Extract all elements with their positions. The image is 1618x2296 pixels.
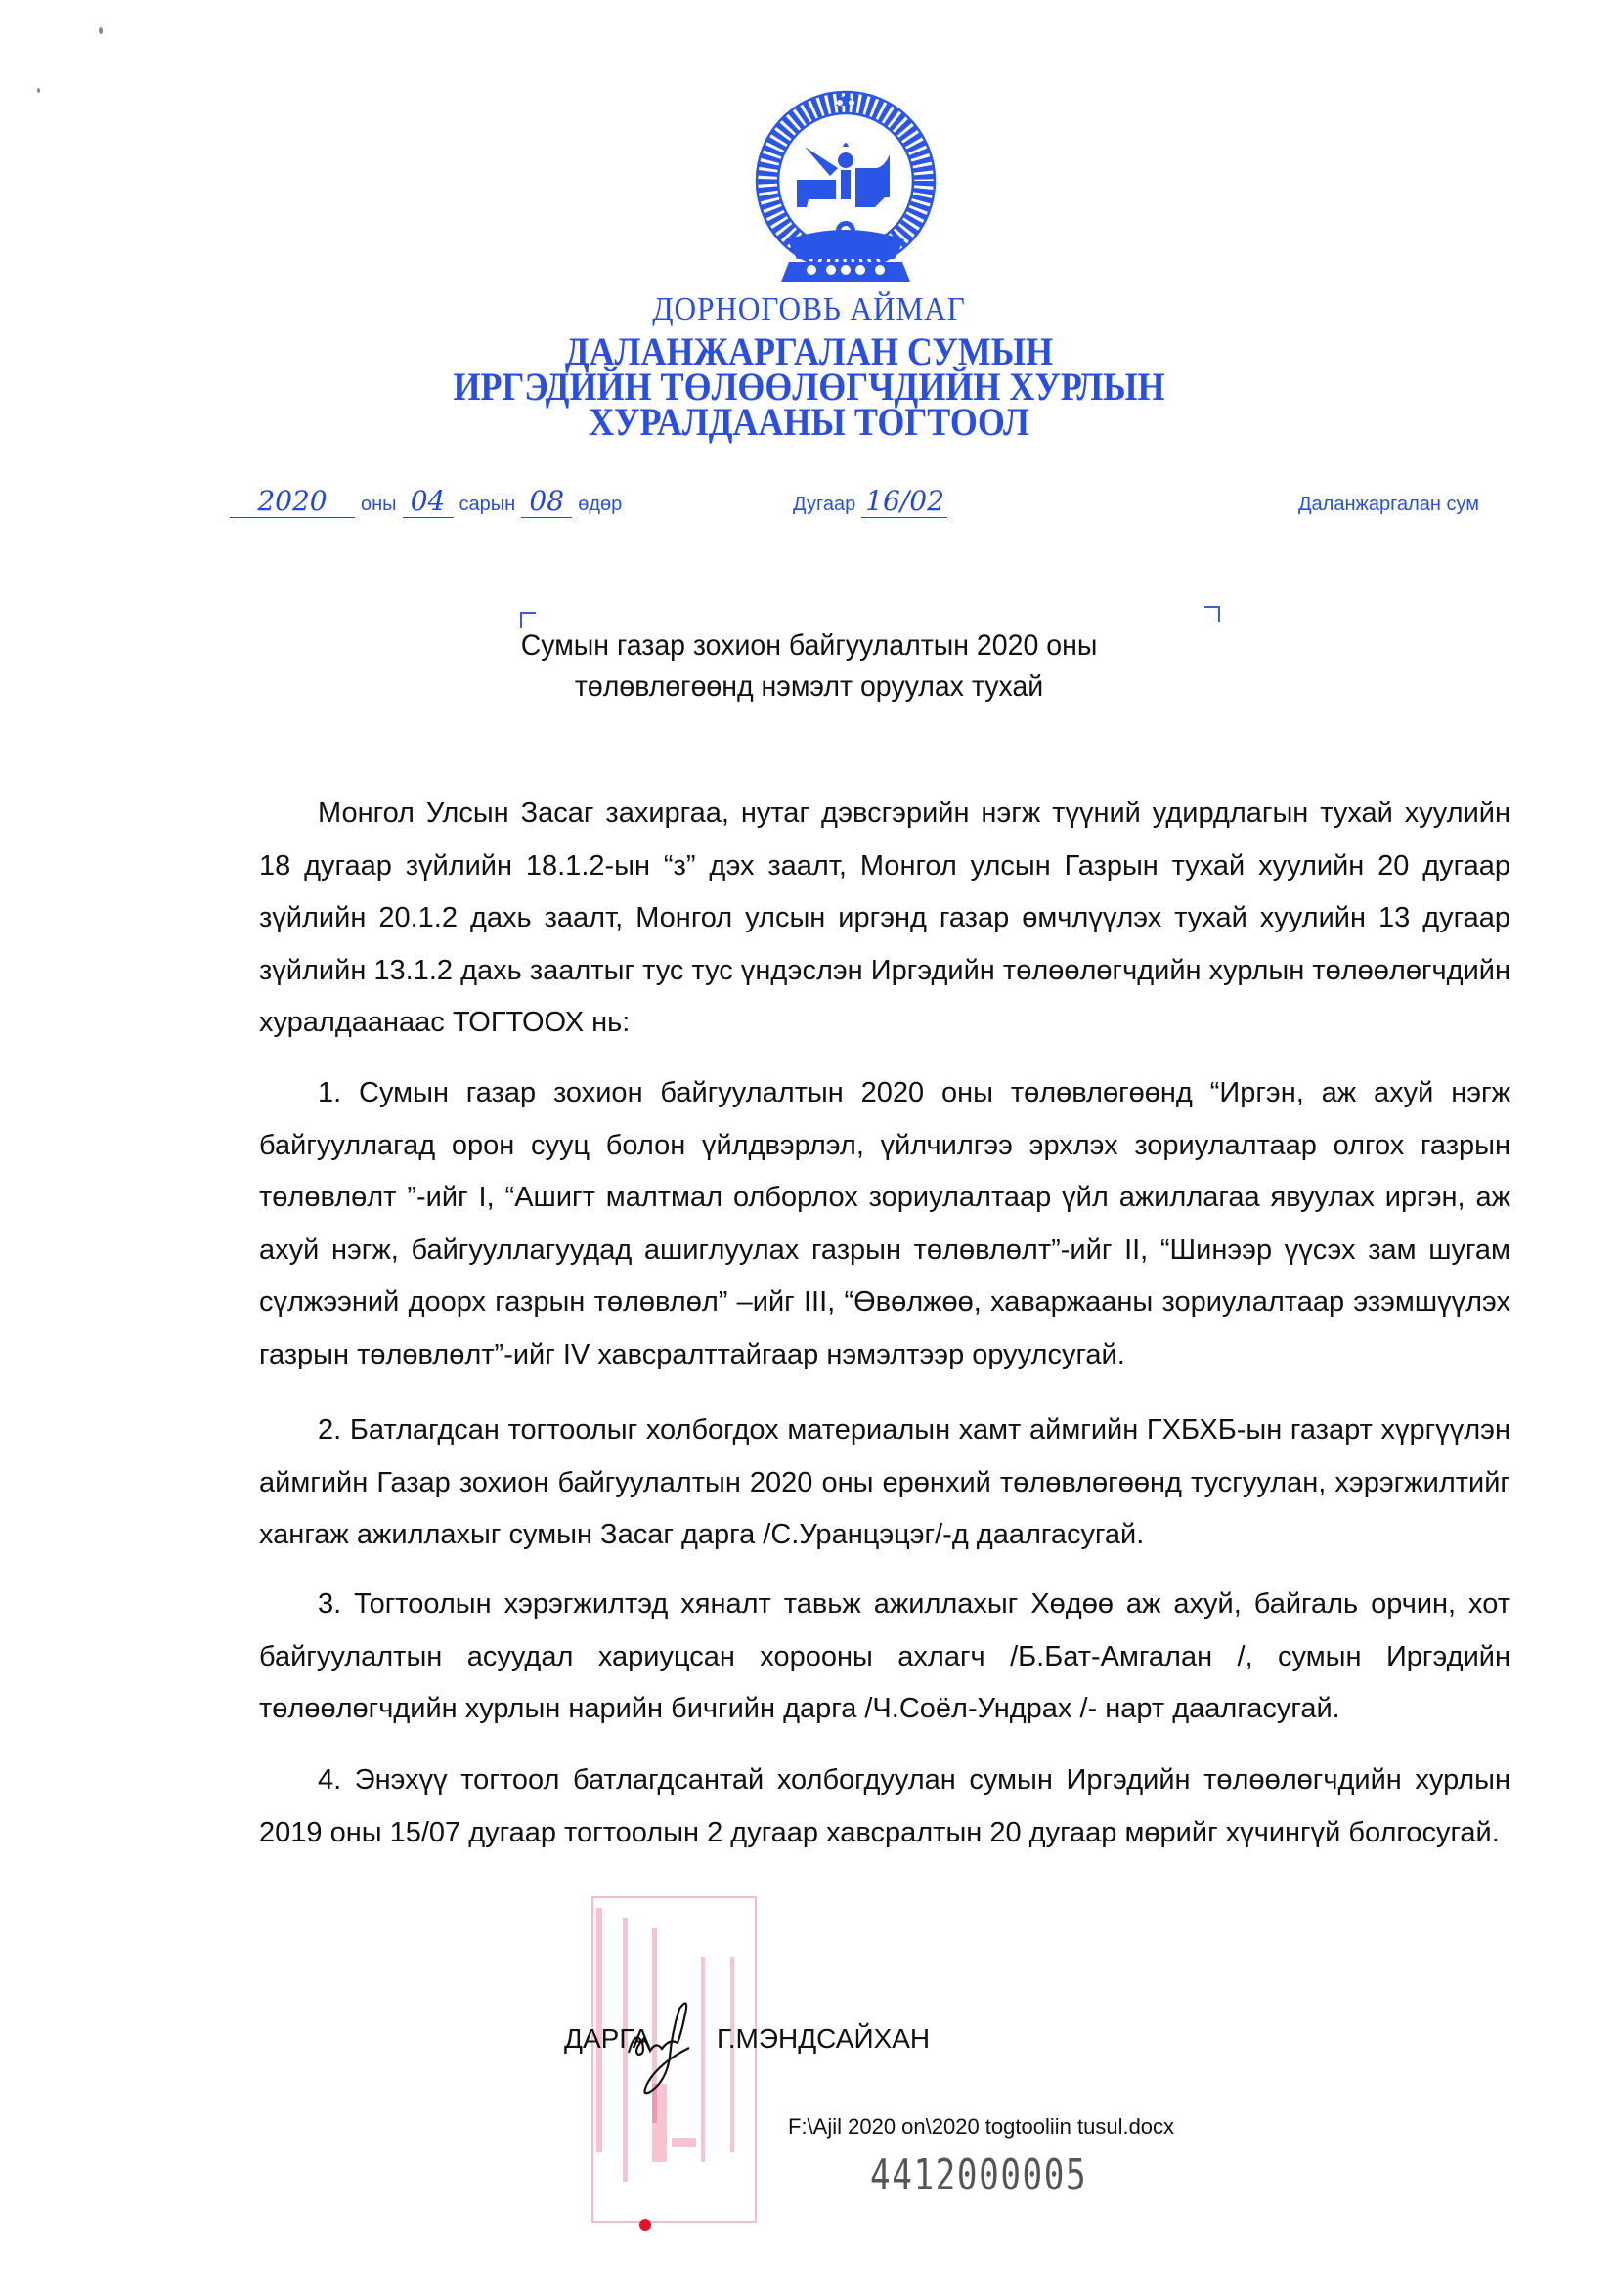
year-label: оны xyxy=(361,494,397,515)
resolution-item-2: 2. Батлагдсан тогтоолыг холбогдох материалын хамт аймгийн ГХБХБ-ын газарт хүргүүлэн аймгийн Газар зохион байгуулалтын 2020 оны ерөнхий төлөвлөгөөнд тусгуулан, хэрэгжилтийг хангаж ажиллахыг сумын Засаг дарга /С.Уранцэцэг/-д даалгасугай. xyxy=(259,1414,1510,1550)
preamble-text: Монгол Улсын Засаг захиргаа, нутаг дэвсгэрийн нэгж түүний удирдлагын тухай хуулийн 18 дугаар зүйлийн 18.1.2-ын “з” дэх заалт, Монгол улсын Газрын тухай хуулийн 20 дугаар зүйлийн 20.1.2 дахь заалт, Монгол улсын иргэнд газар өмчлүүлэх тухай хуулийн 13 дугаар зүйлийн 13.1.2 дахь заалтыг тус тус үндэслэн Иргэдийн төлөөлөгчдийн хурлын төлөөлөгчдийн хуралдаанаас ТОГТООХ нь: xyxy=(259,798,1510,1038)
place-name: Даланжаргалан сум xyxy=(1298,494,1480,515)
date-line xyxy=(230,487,628,518)
serial-number: 4412000005 xyxy=(870,2150,1088,2200)
council-name: ИРГЭДИЙН ТӨЛӨӨЛӨГЧДИЙН ХУРЛЫН xyxy=(453,365,1165,409)
resolution-item-3: 3. Тогтоолын хэрэгжилтэд хяналт тавьж ажиллахыг Хөдөө аж ахуй, байгаль орчин, хот байгуулалтын асуудал хариуцсан хорооны ахлагч /Б.Бат-Амгалан /, сумын Иргэдийн төлөөлөгчдийн хурлын нарийн бичгийн дарга /Ч.Соёл-Ундрах /- нарт даалгасугай. xyxy=(259,1588,1510,1724)
scan-speck xyxy=(99,27,103,34)
scan-speck xyxy=(37,88,40,93)
year-handwritten: 2020 xyxy=(230,487,355,518)
mongolia-state-emblem-icon xyxy=(728,78,963,288)
number-label: Дугаар xyxy=(793,494,856,515)
resolution-item-4: 4. Энэхүү тогтоол батлагдсантай холбогдуулан сумын Иргэдийн төлөөлөгчдийн хурлын 2019 оны 15/07 дугаар тогтоолын 2 дугаар хавсралтын 20 дугаар мөрийг хүчингүй болгосугай. xyxy=(259,1764,1510,1848)
number-handwritten: 16/02 xyxy=(861,487,947,518)
day-handwritten: 08 xyxy=(521,487,572,518)
month-label: сарын xyxy=(459,494,516,515)
aimag-name: ДОРНОГОВЬ АЙМАГ xyxy=(652,291,966,327)
month-handwritten: 04 xyxy=(403,487,454,518)
file-path: F:\Ajil 2020 on\2020 togtooliin tusul.docx xyxy=(788,2114,1175,2139)
resolution-item xyxy=(259,1405,1510,1562)
subject-title xyxy=(40,626,1577,708)
signatory-name: Г.МЭНДСАЙХАН xyxy=(717,2023,931,2054)
resolution-item xyxy=(259,1067,1510,1381)
resolution-item-1: 1. Сумын газар зохион байгуулалтын 2020 оны төлөвлөгөөнд “Иргэн, аж ахуй нэгж байгууллагад орон сууц болон үйлдвэрлэл, үйлчилгээ эрхлэх зориулалтаар олгох газрын төлөвлөлт ”-ийг I, “Ашигт малтмал олборлох зориулалтаар үйл ажиллагаа явуулах иргэн, аж ахуй нэгж, байгууллагуудад ашиглуулах газрын төлөвлөлт”-ийг II, “Шинээр үүсэх зам шугам сүлжээний доорх газрын төлөвлөл” –ийг III, “Өвөлжөө, хаваржааны зориулалтаар эзэмшүүлэх газрын төлөвлөлт”-ийг IV хавсралттайгаар нэмэлтээр оруулсугай. xyxy=(259,1077,1510,1370)
handwritten-signature-icon xyxy=(621,1994,699,2101)
day-label: өдөр xyxy=(578,494,623,515)
subject-corner-right xyxy=(1204,606,1220,622)
resolution-item xyxy=(259,1579,1510,1736)
document-type: ХУРАЛДААНЫ ТОГТООЛ xyxy=(589,400,1029,444)
signatory-title: ДАРГА xyxy=(564,2023,651,2054)
subject-line-1: Сумын газар зохион байгуулалтын 2020 оны xyxy=(520,629,1098,662)
document-number xyxy=(787,487,947,518)
preamble-paragraph xyxy=(259,788,1510,1050)
resolution-item xyxy=(259,1754,1510,1859)
subject-line-2: төлөвлөгөөнд нэмэлт оруулах тухай xyxy=(574,671,1044,703)
sum-name: ДАЛАНЖАРГАЛАН СУМЫН xyxy=(564,329,1054,373)
stamp-dot xyxy=(639,2219,651,2231)
